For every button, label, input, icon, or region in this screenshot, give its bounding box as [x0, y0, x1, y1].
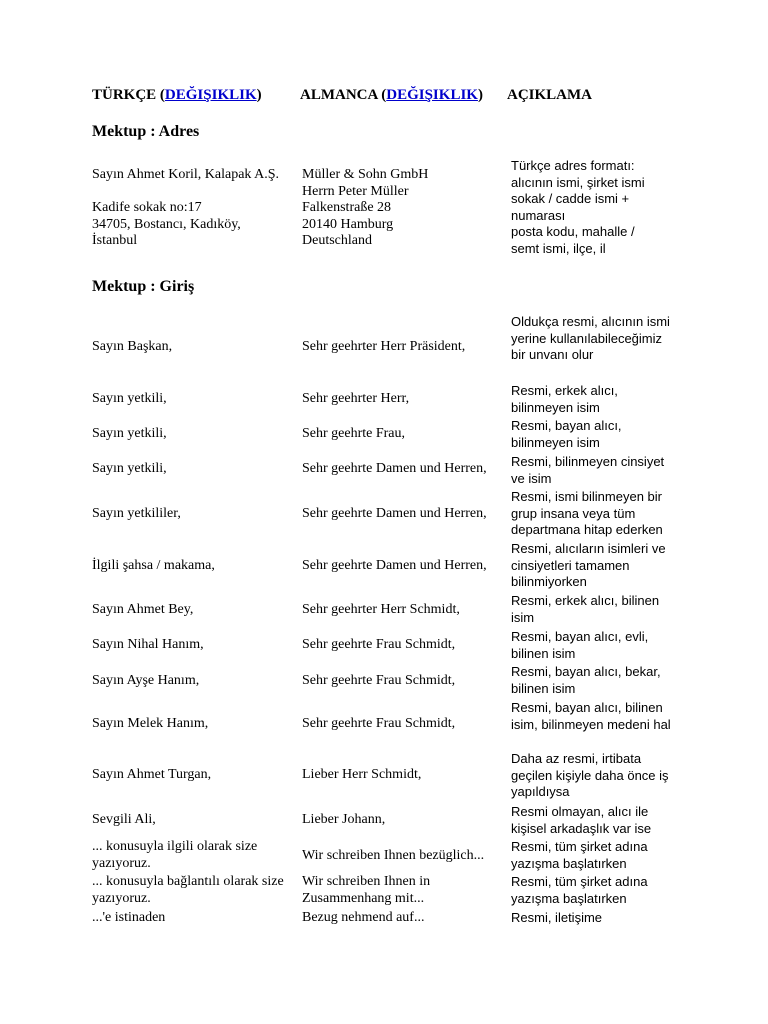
section-title-intro: Mektup : Giriş: [92, 278, 195, 295]
address-note-line: sokak / cadde ismi +: [511, 191, 630, 207]
phrase-explanation: Resmi, alıcıların isimleri ve cinsiyetleri tamamen bilinmiyorken: [511, 541, 666, 590]
phrase-turkish: Sayın Nihal Hanım,: [92, 637, 204, 652]
german-change-link[interactable]: DEĞIŞIKLIK: [386, 87, 478, 103]
phrase-explanation: Resmi, bayan alıcı, bilinmeyen isim: [511, 418, 622, 450]
phrase-german: Sehr geehrte Damen und Herren,: [302, 461, 487, 476]
phrase-german: Lieber Herr Schmidt,: [302, 767, 422, 782]
phrase-turkish: İlgili şahsa / makama,: [92, 558, 215, 573]
address-de-line: Müller & Sohn GmbH: [302, 167, 429, 182]
phrase-explanation: Resmi, tüm şirket adına yazışma başlatırken: [511, 839, 648, 871]
phrase-german: Sehr geehrte Damen und Herren,: [302, 506, 487, 521]
address-tr-line: Sayın Ahmet Koril, Kalapak A.Ş.: [92, 167, 280, 182]
phrase-german: Sehr geehrte Frau Schmidt,: [302, 673, 456, 688]
phrase-turkish: ...'e istinaden: [92, 910, 166, 925]
address-de-line: 20140 Hamburg: [302, 216, 394, 232]
phrase-german: Sehr geehrte Damen und Herren,: [302, 558, 487, 573]
address-note-line: semt ismi, ilçe, il: [511, 240, 606, 256]
phrase-german: Sehr geehrter Herr Präsident,: [302, 339, 466, 354]
phrase-turkish: Sevgili Ali,: [92, 812, 156, 827]
header-turkish-label: TÜRKÇE (: [92, 87, 165, 103]
phrase-turkish: Sayın Melek Hanım,: [92, 716, 209, 731]
turkish-change-link[interactable]: DEĞIŞIKLIK: [164, 87, 257, 103]
address-tr-line: İstanbul: [92, 233, 138, 249]
phrase-german: Sehr geehrte Frau,: [302, 426, 406, 441]
phrase-turkish: Sayın yetkili,: [92, 461, 167, 476]
phrase-explanation: Daha az resmi, irtibata geçilen kişiyle daha önce iş yapıldıysa: [511, 751, 669, 800]
phrase-german: Sehr geehrte Frau Schmidt,: [302, 716, 456, 731]
phrase-explanation: Resmi, bayan alıcı, evli, bilinen isim: [511, 629, 649, 661]
phrase-explanation: Resmi, bayan alıcı, bilinen isim, bilinmeyen medeni hal: [511, 700, 671, 732]
phrase-explanation: Resmi, iletişime: [511, 910, 603, 925]
phrase-german: Bezug nehmend auf...: [302, 910, 425, 925]
phrase-german: Lieber Johann,: [302, 812, 386, 827]
address-note-line: numarası: [511, 207, 566, 223]
phrase-explanation: Resmi olmayan, alıcı ile kişisel arkadaşlık var ise: [511, 804, 652, 836]
phrase-explanation: Resmi, tüm şirket adına yazışma başlatırken: [511, 874, 648, 906]
phrase-explanation: Resmi, bilinmeyen cinsiyet ve isim: [511, 454, 665, 486]
address-de-line: Herrn Peter Müller: [302, 183, 409, 199]
address-de-line: Deutschland: [302, 233, 372, 249]
phrase-turkish: Sayın yetkili,: [92, 426, 167, 441]
phrase-turkish: Sayın yetkililer,: [92, 506, 181, 521]
phrase-turkish: Sayın Ahmet Bey,: [92, 602, 194, 617]
phrase-german: Sehr geehrter Herr,: [302, 391, 410, 406]
header-explanation: AÇIKLAMA: [507, 87, 592, 103]
phrase-turkish: Sayın yetkili,: [92, 391, 167, 406]
phrase-turkish: ... konusuyla bağlantılı olarak size yazıyoruz.: [92, 874, 284, 906]
header-turkish-close: ): [256, 87, 262, 103]
phrase-turkish: Sayın Ahmet Turgan,: [92, 767, 212, 782]
phrase-german: Sehr geehrter Herr Schmidt,: [302, 602, 460, 617]
phrase-turkish: Sayın Başkan,: [92, 339, 173, 354]
header-german-label: ALMANCA (: [300, 87, 387, 103]
address-note-line: posta kodu, mahalle /: [511, 224, 635, 240]
header-german-close: ): [477, 87, 483, 103]
phrase-turkish: ... konusuyla ilgili olarak size yazıyoruz.: [92, 839, 258, 871]
phrase-explanation: Resmi, erkek alıcı, bilinmeyen isim: [511, 383, 618, 415]
section-title-address: Mektup : Adres: [92, 123, 200, 140]
phrase-explanation: Resmi, bayan alıcı, bekar, bilinen isim: [511, 664, 661, 696]
phrase-explanation: Oldukça resmi, alıcının ismi yerine kullanılabileceğimiz bir unvanı olur: [511, 314, 670, 363]
phrase-explanation: Resmi, ismi bilinmeyen bir grup insana veya tüm departmana hitap ederken: [511, 489, 663, 538]
phrase-explanation: Resmi, erkek alıcı, bilinen isim: [511, 593, 660, 625]
address-note-line: Türkçe adres formatı:: [511, 158, 635, 173]
address-note-line: alıcının ismi, şirket ismi: [511, 174, 645, 190]
phrase-turkish: Sayın Ayşe Hanım,: [92, 673, 200, 688]
phrase-german: Sehr geehrte Frau Schmidt,: [302, 637, 456, 652]
phrase-german: Wir schreiben Ihnen bezüglich...: [302, 848, 485, 863]
address-tr-line: 34705, Bostancı, Kadıköy,: [92, 216, 241, 232]
phrase-german: Wir schreiben Ihnen in Zusammenhang mit...: [302, 874, 431, 906]
address-tr-line: Kadife sokak no:17: [92, 200, 202, 216]
address-de-line: Falkenstraße 28: [302, 200, 392, 216]
